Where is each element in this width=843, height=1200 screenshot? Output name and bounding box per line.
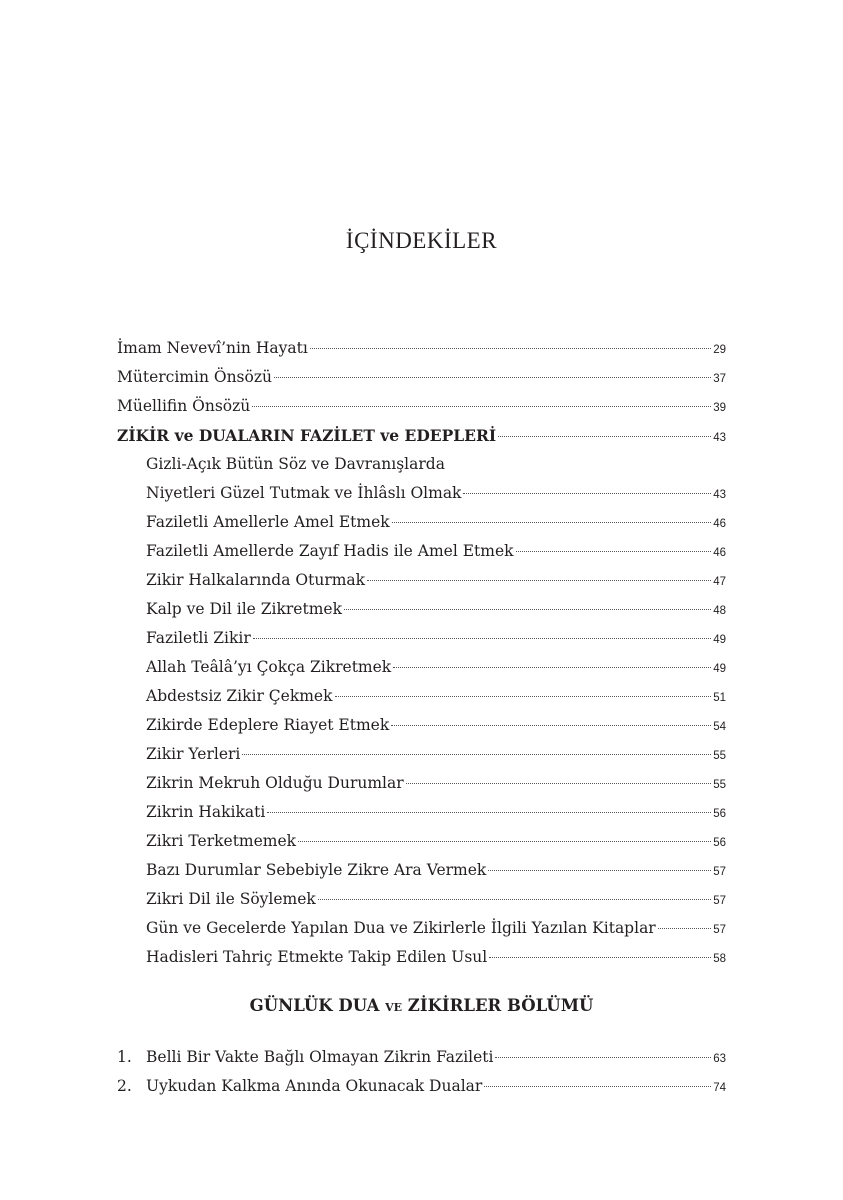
dot-leader [495,1057,711,1058]
toc-page-number: 57 [713,895,726,907]
toc-page-number: 54 [713,721,726,733]
toc-entry-label: Zikrin Mekruh Olduğu Durumlar [146,774,404,792]
toc-entry-label: Zikrin Hakikati [146,803,266,821]
dot-leader [488,870,711,871]
page-title: İÇİNDEKİLER [345,228,498,253]
toc-page-number: 37 [713,373,726,385]
dot-leader [318,899,711,900]
dot-leader [391,725,711,726]
dot-leader [274,377,711,378]
toc-entry-kitaplar[interactable] [117,919,726,948]
toc-page-number: 74 [713,1082,726,1094]
dot-leader [516,551,712,552]
toc-entry-label: Faziletli Amellerle Amel Etmek [146,513,390,531]
dot-leader [406,783,712,784]
toc-entry-gizli-acik[interactable] [117,455,726,484]
dot-leader [310,348,711,349]
toc-entry-faziletli-ameller[interactable] [117,513,726,542]
chapter-list [117,1048,726,1106]
toc-page-number: 58 [713,953,726,965]
dot-leader [267,812,711,813]
toc-entry-ara-vermek[interactable] [117,861,726,890]
chapter-label: Belli Bir Vakte Bağlı Olmayan Zikrin Fazileti [146,1048,494,1066]
toc-entry-edepler[interactable] [117,716,726,745]
dot-leader [463,493,711,494]
toc-entry-faziletli-zikir[interactable] [117,629,726,658]
toc-page-number: 29 [713,344,726,356]
toc-entry-cokca-zikir[interactable] [117,658,726,687]
dot-leader [498,436,711,437]
toc-entry-kalp-dil[interactable] [117,600,726,629]
toc-entry-mutercim[interactable] [117,368,726,397]
dot-leader [252,406,711,407]
toc-page-number: 43 [713,489,726,501]
toc-entry-imam-nevevi[interactable] [117,339,726,368]
toc-page-number: 43 [713,432,726,444]
toc-entry-zikir-yerleri[interactable] [117,745,726,774]
toc-entry-label: Faziletli Amellerde Zayıf Hadis ile Amel Etmek [146,542,514,560]
toc-entry-label: Gün ve Gecelerde Yapılan Dua ve Zikirlerle İlgili Yazılan Kitaplar [146,919,656,937]
toc-page-number: 47 [713,576,726,588]
dot-leader [392,522,712,523]
dot-leader [489,957,711,958]
section-heading-part: GÜNLÜK DUA [249,996,386,1015]
dot-leader [658,928,711,929]
section-heading [0,996,843,1015]
toc-entry-label: Bazı Durumlar Sebebiyle Zikre Ara Vermek [146,861,487,879]
toc-entry-label: Gizli-Açık Bütün Söz ve Davranışlarda [146,455,445,473]
toc-entry-hakikat[interactable] [117,803,726,832]
toc-page-number: 55 [713,750,726,762]
chapter-entry-2[interactable] [117,1077,726,1106]
toc-entry-tahric[interactable] [117,948,726,977]
toc-page-number: 63 [713,1053,726,1065]
toc-page-number: 56 [713,837,726,849]
toc-entry-niyetler[interactable] [117,484,726,513]
toc-entry-label: Allah Teâlâ’yı Çokça Zikretmek [146,658,392,676]
toc-entry-label: Abdestsiz Zikir Çekmek [146,687,333,705]
toc-page-number: 57 [713,866,726,878]
toc-entry-zikir-halkalari[interactable] [117,571,726,600]
toc-entry-label: Zikir Yerleri [146,745,241,763]
toc-entry-label: Müellifin Önsözü [117,397,251,415]
section-heading-part: ZİKİRLER BÖLÜMÜ [402,996,594,1015]
dot-leader [484,1086,711,1087]
chapter-number: 1. [117,1048,132,1066]
toc-entry-terketmemek[interactable] [117,832,726,861]
dot-leader [367,580,711,581]
chapter-number: 2. [117,1077,132,1095]
toc-entry-label: Niyetleri Güzel Tutmak ve İhlâslı Olmak [146,484,462,502]
toc-page-number: 49 [713,634,726,646]
dot-leader [242,754,711,755]
toc-entry-zayif-hadis[interactable] [117,542,726,571]
toc-page-number: 46 [713,518,726,530]
toc-entry-dil-ile[interactable] [117,890,726,919]
toc-page-number: 49 [713,663,726,675]
toc-entry-mekruh[interactable] [117,774,726,803]
dot-leader [335,696,712,697]
toc-entry-label: Kalp ve Dil ile Zikretmek [146,600,342,618]
toc-entry-muellif[interactable] [117,397,726,426]
dot-leader [393,667,711,668]
toc-page-number: 57 [713,924,726,936]
toc-entry-label: ZİKİR ve DUALARIN FAZİLET ve EDEPLERİ [117,426,497,445]
toc-entry-label: Mütercimin Önsözü [117,368,272,386]
toc-entry-abdestsiz[interactable] [117,687,726,716]
toc-entry-label: Zikri Terketmemek [146,832,297,850]
dot-leader [253,638,711,639]
dot-leader [344,609,711,610]
toc-entry-label: Hadisleri Tahriç Etmekte Takip Edilen Usul [146,948,488,966]
toc-entry-zikir-fazilet[interactable] [117,426,726,455]
toc-entry-label: Zikirde Edeplere Riayet Etmek [146,716,390,734]
toc-page-number: 55 [713,779,726,791]
toc-page-number: 39 [713,402,726,414]
toc-entry-label: Zikri Dil ile Söylemek [146,890,316,908]
toc-entry-label: Faziletli Zikir [146,629,251,647]
dot-leader [298,841,711,842]
chapter-entry-1[interactable] [117,1048,726,1077]
toc-page-number: 51 [713,692,726,704]
toc-entry-label: İmam Nevevî’nin Hayatı [117,339,308,357]
chapter-label: Uykudan Kalkma Anında Okunacak Dualar [146,1077,483,1095]
toc-entry-label: Zikir Halkalarında Oturmak [146,571,366,589]
section-heading-part: VE [385,1001,403,1014]
toc-page-number: 46 [713,547,726,559]
toc-page-number: 48 [713,605,726,617]
table-of-contents [117,339,726,977]
toc-page-number: 56 [713,808,726,820]
